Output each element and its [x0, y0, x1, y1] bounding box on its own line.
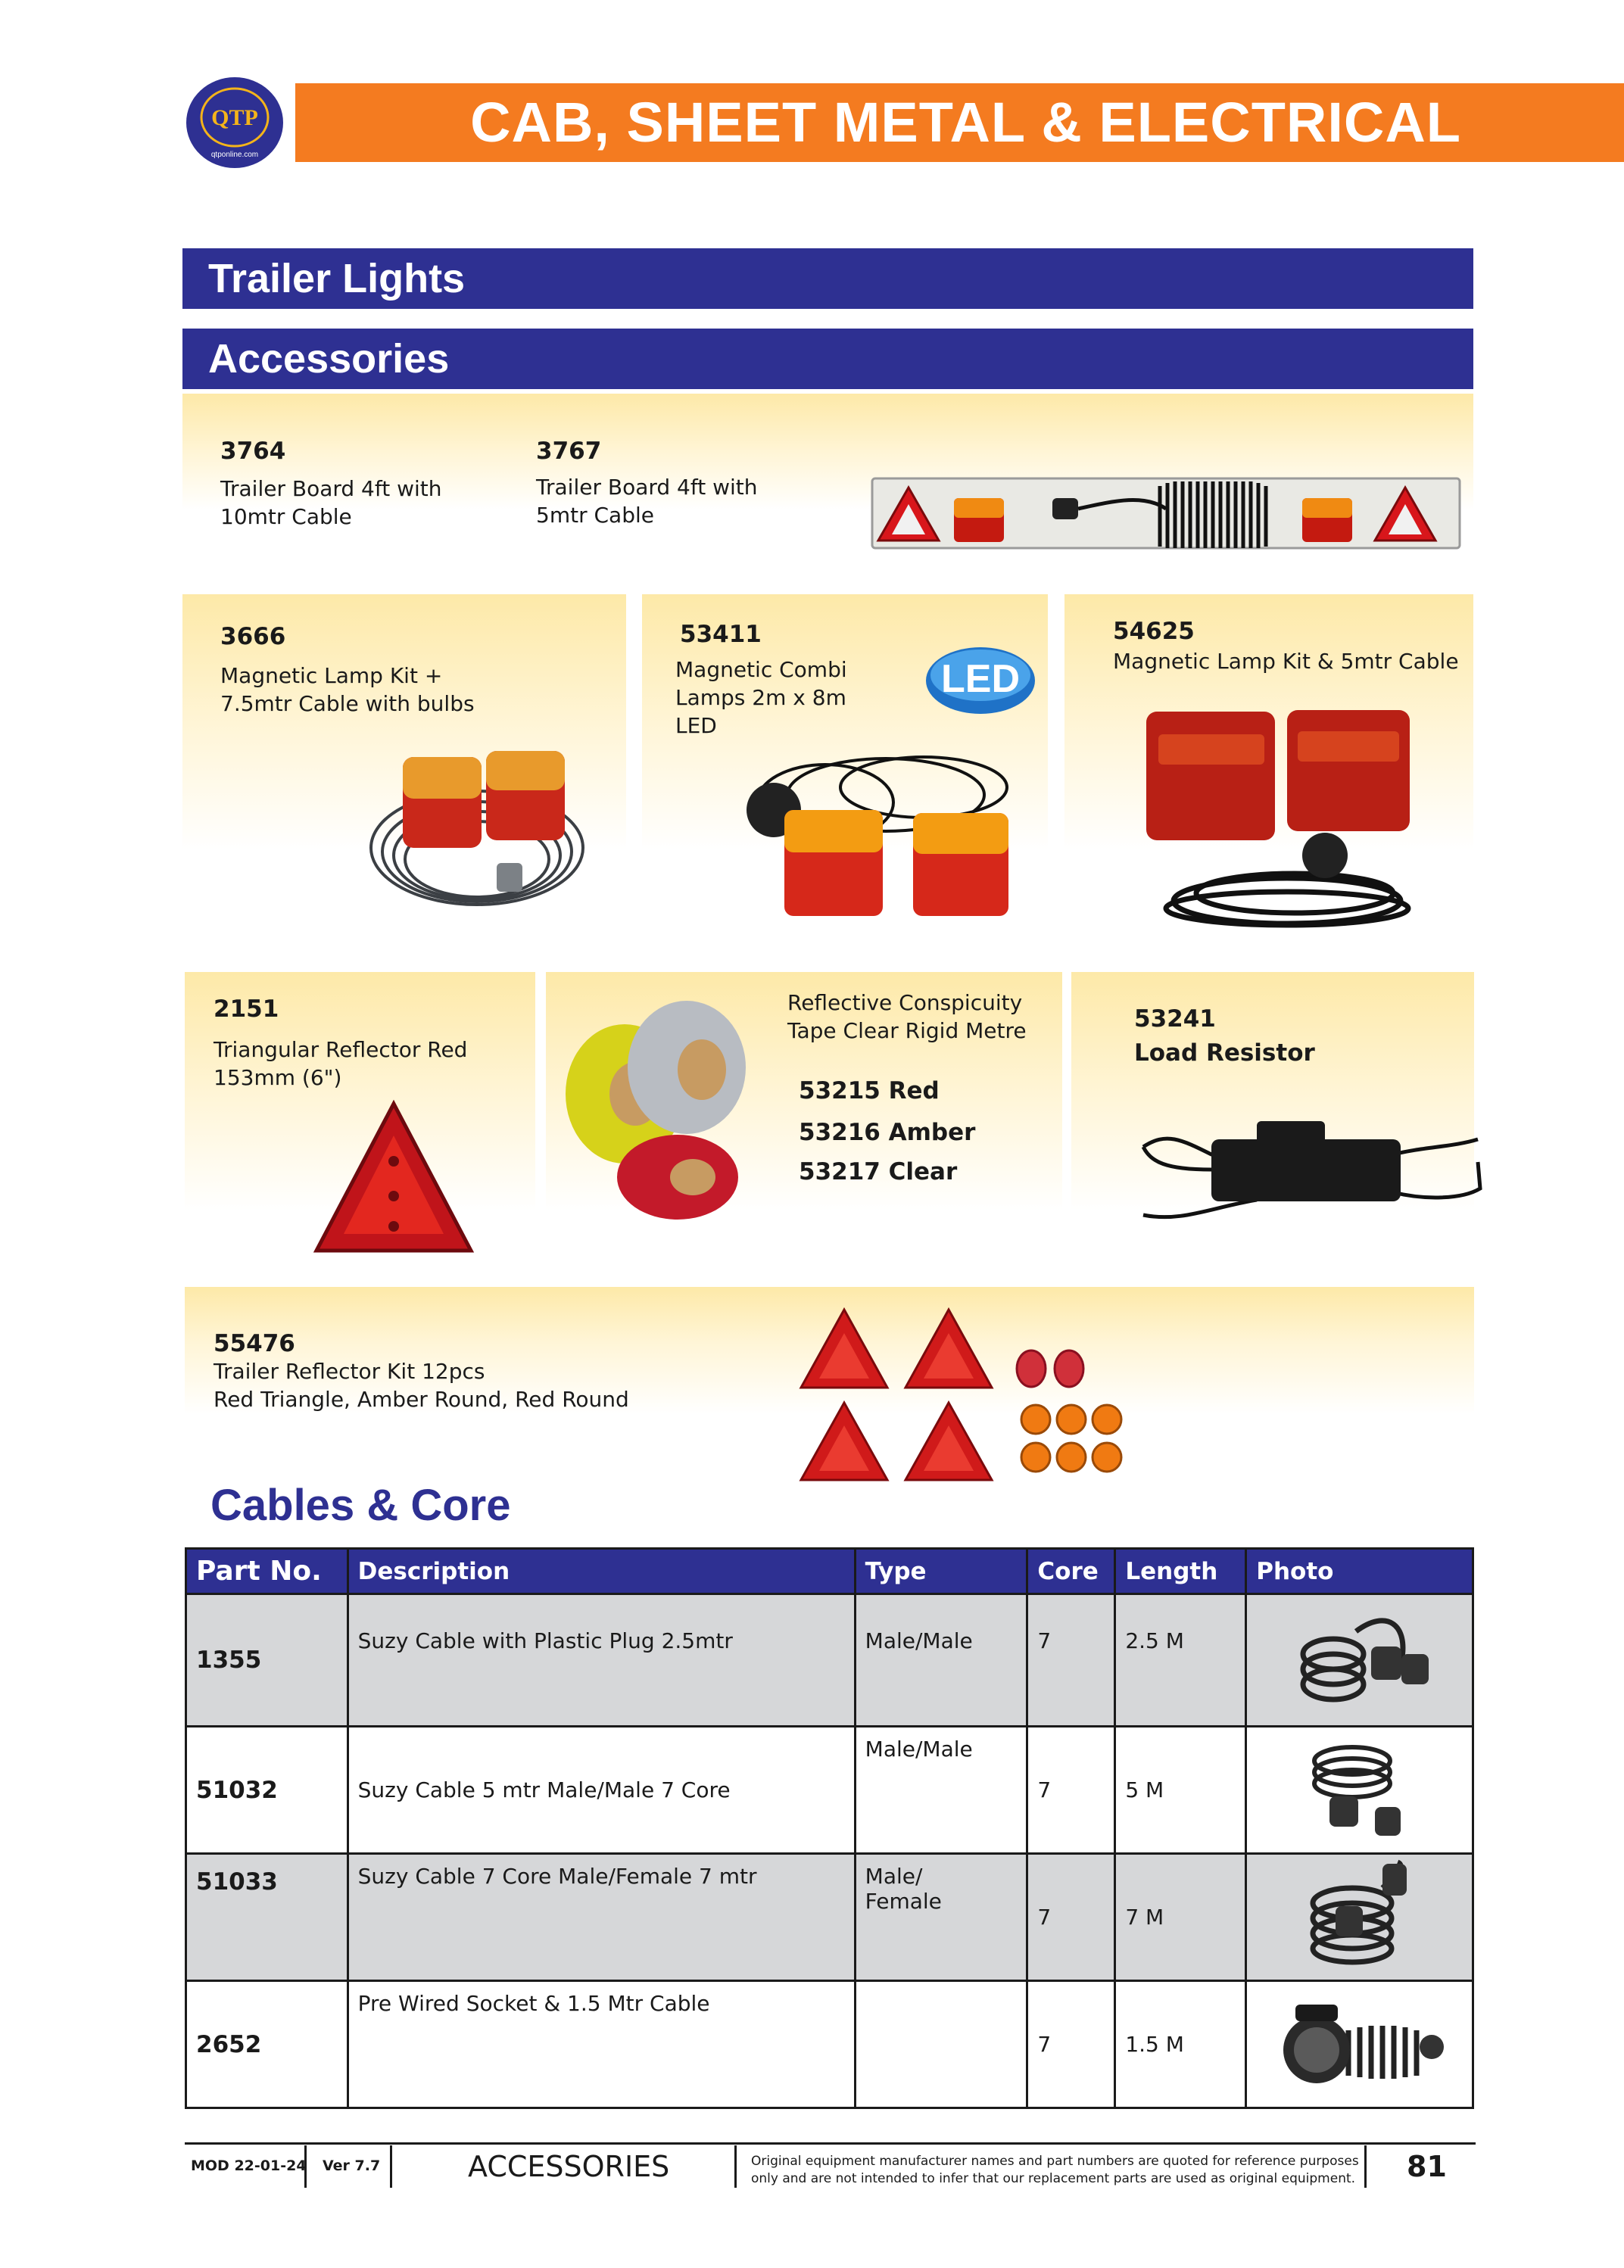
col-photo: Photo: [1246, 1549, 1473, 1594]
part-number: 1355: [186, 1594, 348, 1727]
type: [855, 1981, 1027, 2108]
cables-table: [185, 1547, 1474, 2109]
conspicuity-tape-image: [556, 995, 753, 1223]
cable-photo: [1246, 1594, 1473, 1727]
page-title: CAB, SHEET METAL & ELECTRICAL: [470, 91, 1461, 154]
table-row: [186, 1594, 1473, 1727]
length: 7 M: [1115, 1854, 1246, 1981]
footer-separator: [1364, 2145, 1367, 2188]
length: 1.5 M: [1115, 1981, 1246, 2108]
table-row: [186, 1727, 1473, 1854]
pre-wired-socket-image: [1273, 1992, 1447, 2091]
col-type: Type: [855, 1549, 1027, 1594]
led-badge-text: LED: [941, 657, 1020, 701]
product-code-54625: 54625: [1113, 618, 1195, 645]
product-code-2151: 2151: [214, 995, 279, 1023]
part-number: 2652: [186, 1981, 348, 2108]
description: Pre Wired Socket & 1.5 Mtr Cable: [348, 1981, 855, 2108]
length: 2.5 M: [1115, 1594, 1246, 1727]
cable-photo: [1246, 1727, 1473, 1854]
product-code-53241: 53241: [1134, 1005, 1216, 1033]
product-desc-3767: Trailer Board 4ft with 5mtr Cable: [536, 475, 758, 528]
description: Suzy Cable 5 mtr Male/Male 7 Core: [348, 1727, 855, 1854]
section-accessories: Accessories: [182, 329, 1473, 389]
cables-core-heading: Cables & Core: [210, 1481, 511, 1530]
table-row: [186, 1981, 1473, 2108]
suzy-cable-image: [1299, 1858, 1420, 1971]
product-code-55476: 55476: [214, 1330, 295, 1357]
tape-code-clear: 53217 Clear: [799, 1158, 958, 1185]
product-desc-3666: Magnetic Lamp Kit + 7.5mtr Cable with bulbs: [220, 663, 475, 716]
footer-version: Ver 7.7: [323, 2157, 381, 2174]
cable-photo: [1246, 1981, 1473, 2108]
page-number: 81: [1407, 2150, 1447, 2183]
magnetic-lamp-kit-5m-image: [1136, 704, 1439, 931]
footer-separator: [734, 2145, 737, 2188]
product-code-3666: 3666: [220, 623, 286, 650]
suzy-cable-image: [1299, 1734, 1420, 1840]
core: 7: [1027, 1854, 1115, 1981]
core: 7: [1027, 1981, 1115, 2108]
suzy-cable-image: [1280, 1601, 1439, 1715]
footer-disclaimer-line1: Original equipment manufacturer names and part numbers are quoted for reference purposes: [751, 2154, 1359, 2169]
qtp-logo: [180, 72, 290, 174]
trailer-board-image: [871, 471, 1461, 556]
footer-disclaimer-line2: only and are not intended to infer that our replacement parts are used as original equipment.: [751, 2171, 1356, 2186]
product-desc-53241: Load Resistor: [1134, 1039, 1315, 1067]
product-desc-55476: Trailer Reflector Kit 12pcs Red Triangle, Amber Round, Red Round: [214, 1359, 629, 1412]
conspicuity-tape-desc: Reflective Conspicuity Tape Clear Rigid Metre: [787, 990, 1027, 1043]
type: Male/Male: [855, 1727, 1027, 1854]
product-code-3764: 3764: [220, 438, 286, 465]
tape-code-red: 53215 Red: [799, 1077, 940, 1104]
col-description: Description: [348, 1549, 855, 1594]
description: Suzy Cable with Plastic Plug 2.5mtr: [348, 1594, 855, 1727]
part-number: 51033: [186, 1854, 348, 1981]
tape-code-amber: 53216 Amber: [799, 1119, 976, 1146]
type: Male/Male: [855, 1594, 1027, 1727]
logo-url: qtponline.com: [210, 151, 259, 159]
triangular-reflector-image: [310, 1098, 477, 1257]
footer-section: ACCESSORIES: [468, 2150, 670, 2183]
length: 5 M: [1115, 1727, 1246, 1854]
col-length: Length: [1115, 1549, 1246, 1594]
product-desc-3764: Trailer Board 4ft with 10mtr Cable: [220, 476, 442, 529]
footer-disclaimer: [751, 2153, 1359, 2188]
table-header-row: [186, 1549, 1473, 1594]
logo-text: QTP: [211, 105, 258, 130]
type: Male/ Female: [855, 1854, 1027, 1981]
part-number: 51032: [186, 1727, 348, 1854]
footer-rule: [185, 2142, 1476, 2145]
col-part-no: Part No.: [186, 1549, 348, 1594]
core: 7: [1027, 1727, 1115, 1854]
reflector-kit-image: [795, 1306, 1128, 1491]
description: Suzy Cable 7 Core Male/Female 7 mtr: [348, 1854, 855, 1981]
load-resistor-image: [1136, 1117, 1484, 1230]
footer-mod: MOD 22-01-24: [191, 2157, 307, 2174]
product-code-53411: 53411: [680, 621, 762, 648]
table-row: [186, 1854, 1473, 1981]
footer-separator: [390, 2145, 392, 2188]
product-desc-2151: Triangular Reflector Red 153mm (6"): [214, 1037, 468, 1090]
product-code-3767: 3767: [536, 438, 602, 465]
core: 7: [1027, 1594, 1115, 1727]
col-core: Core: [1027, 1549, 1115, 1594]
cable-photo: [1246, 1854, 1473, 1981]
magnetic-combi-lamps-image: [734, 749, 1037, 924]
section-trailer-lights: Trailer Lights: [182, 248, 1473, 309]
product-desc-53411: Magnetic Combi Lamps 2m x 8m LED: [675, 657, 847, 738]
led-badge-icon: [924, 645, 1037, 717]
magnetic-lamp-kit-image: [363, 734, 591, 924]
product-desc-54625: Magnetic Lamp Kit & 5mtr Cable: [1113, 649, 1459, 674]
